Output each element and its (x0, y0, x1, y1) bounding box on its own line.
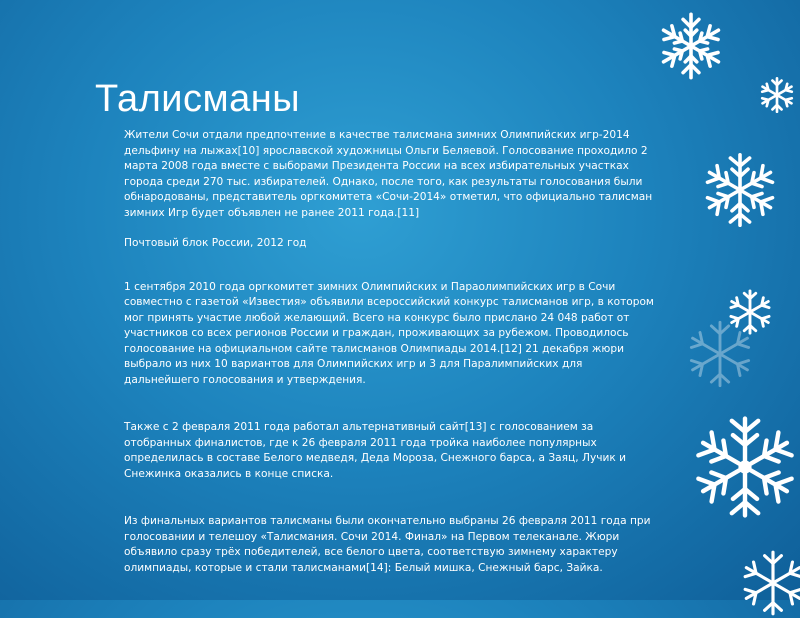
bullet-item (92, 280, 707, 389)
bullet-list (92, 128, 707, 576)
bullet-text: Из финальных вариантов талисманы были окончательно выбраны 26 февраля 2011 года при голосовании и телешоу «Талисмания. Сочи 2014. Финал» на Первом телеканале. Жюри объявило сразу трёх победителей, все белого цвета, соответствую зимнему характеру олимпиады, которые и стали талисманами[14]: Белый мишка, Снежный барс, Зайка. (124, 515, 651, 574)
bullet-item (92, 236, 707, 252)
snowflake-icon (655, 10, 727, 82)
slide-title: Талисманы (95, 78, 301, 120)
bullet-item (92, 128, 707, 221)
bullet-marker (92, 420, 124, 421)
bullet-text: Жители Сочи отдали предпочтение в качестве талисмана зимних Олимпийских игр-2014 дельфину на лыжах[10] ярославской художницы Ольги Беляевой. Голосование проходило 2 марта 2008 года вместе с выборами Президента России на всех избирательных участках города среди 270 тыс. избирателей. Однако, после того, как результаты голосования были обнародованы, представитель оргкомитета «Сочи-2014» отметил, что официально талисман зимних Игр будет объявлен не ранее 2011 года.[11] (124, 129, 653, 219)
snowflake-icon (700, 150, 780, 230)
bullet-marker (92, 236, 124, 237)
snowflake-icon (738, 548, 800, 618)
snowflake-icon (758, 76, 796, 114)
bullet-text: 1 сентября 2010 года оргкомитет зимних Олимпийских и Параолимпийских игр в Сочи совместно с газетой «Известия» объявили всероссийский конкурс талисманов игр, в котором мог принять участие любой желающий. Всего на конкурс было прислано 24 048 работ от участников со всех регионов России и граждан, проживающих за рубежом. Проводилось голосование на официальном сайте талисманов Олимпиады 2014.[12] 21 декабря жюри выбрало из них 10 вариантов для Олимпийских игр и 3 для Паралимпийских для дальнейшего голосования и утверждения. (124, 280, 654, 386)
bullet-text: Почтовый блок России, 2012 год (124, 237, 307, 249)
bullet-marker (92, 514, 124, 515)
bullet-item (92, 514, 707, 576)
bullet-marker (92, 280, 124, 281)
bullet-marker (92, 128, 124, 129)
bullet-item (92, 420, 707, 482)
bullet-text: Также с 2 февраля 2011 года работал альтернативный сайт[13] с голосованием за отобранных финалистов, где к 26 февраля 2011 года тройка наиболее популярных определилась в составе Белого медведя, Деда Мороза, Снежного барса, а Заяц, Лучик и Снежинка оказались в конце списка. (124, 421, 627, 480)
